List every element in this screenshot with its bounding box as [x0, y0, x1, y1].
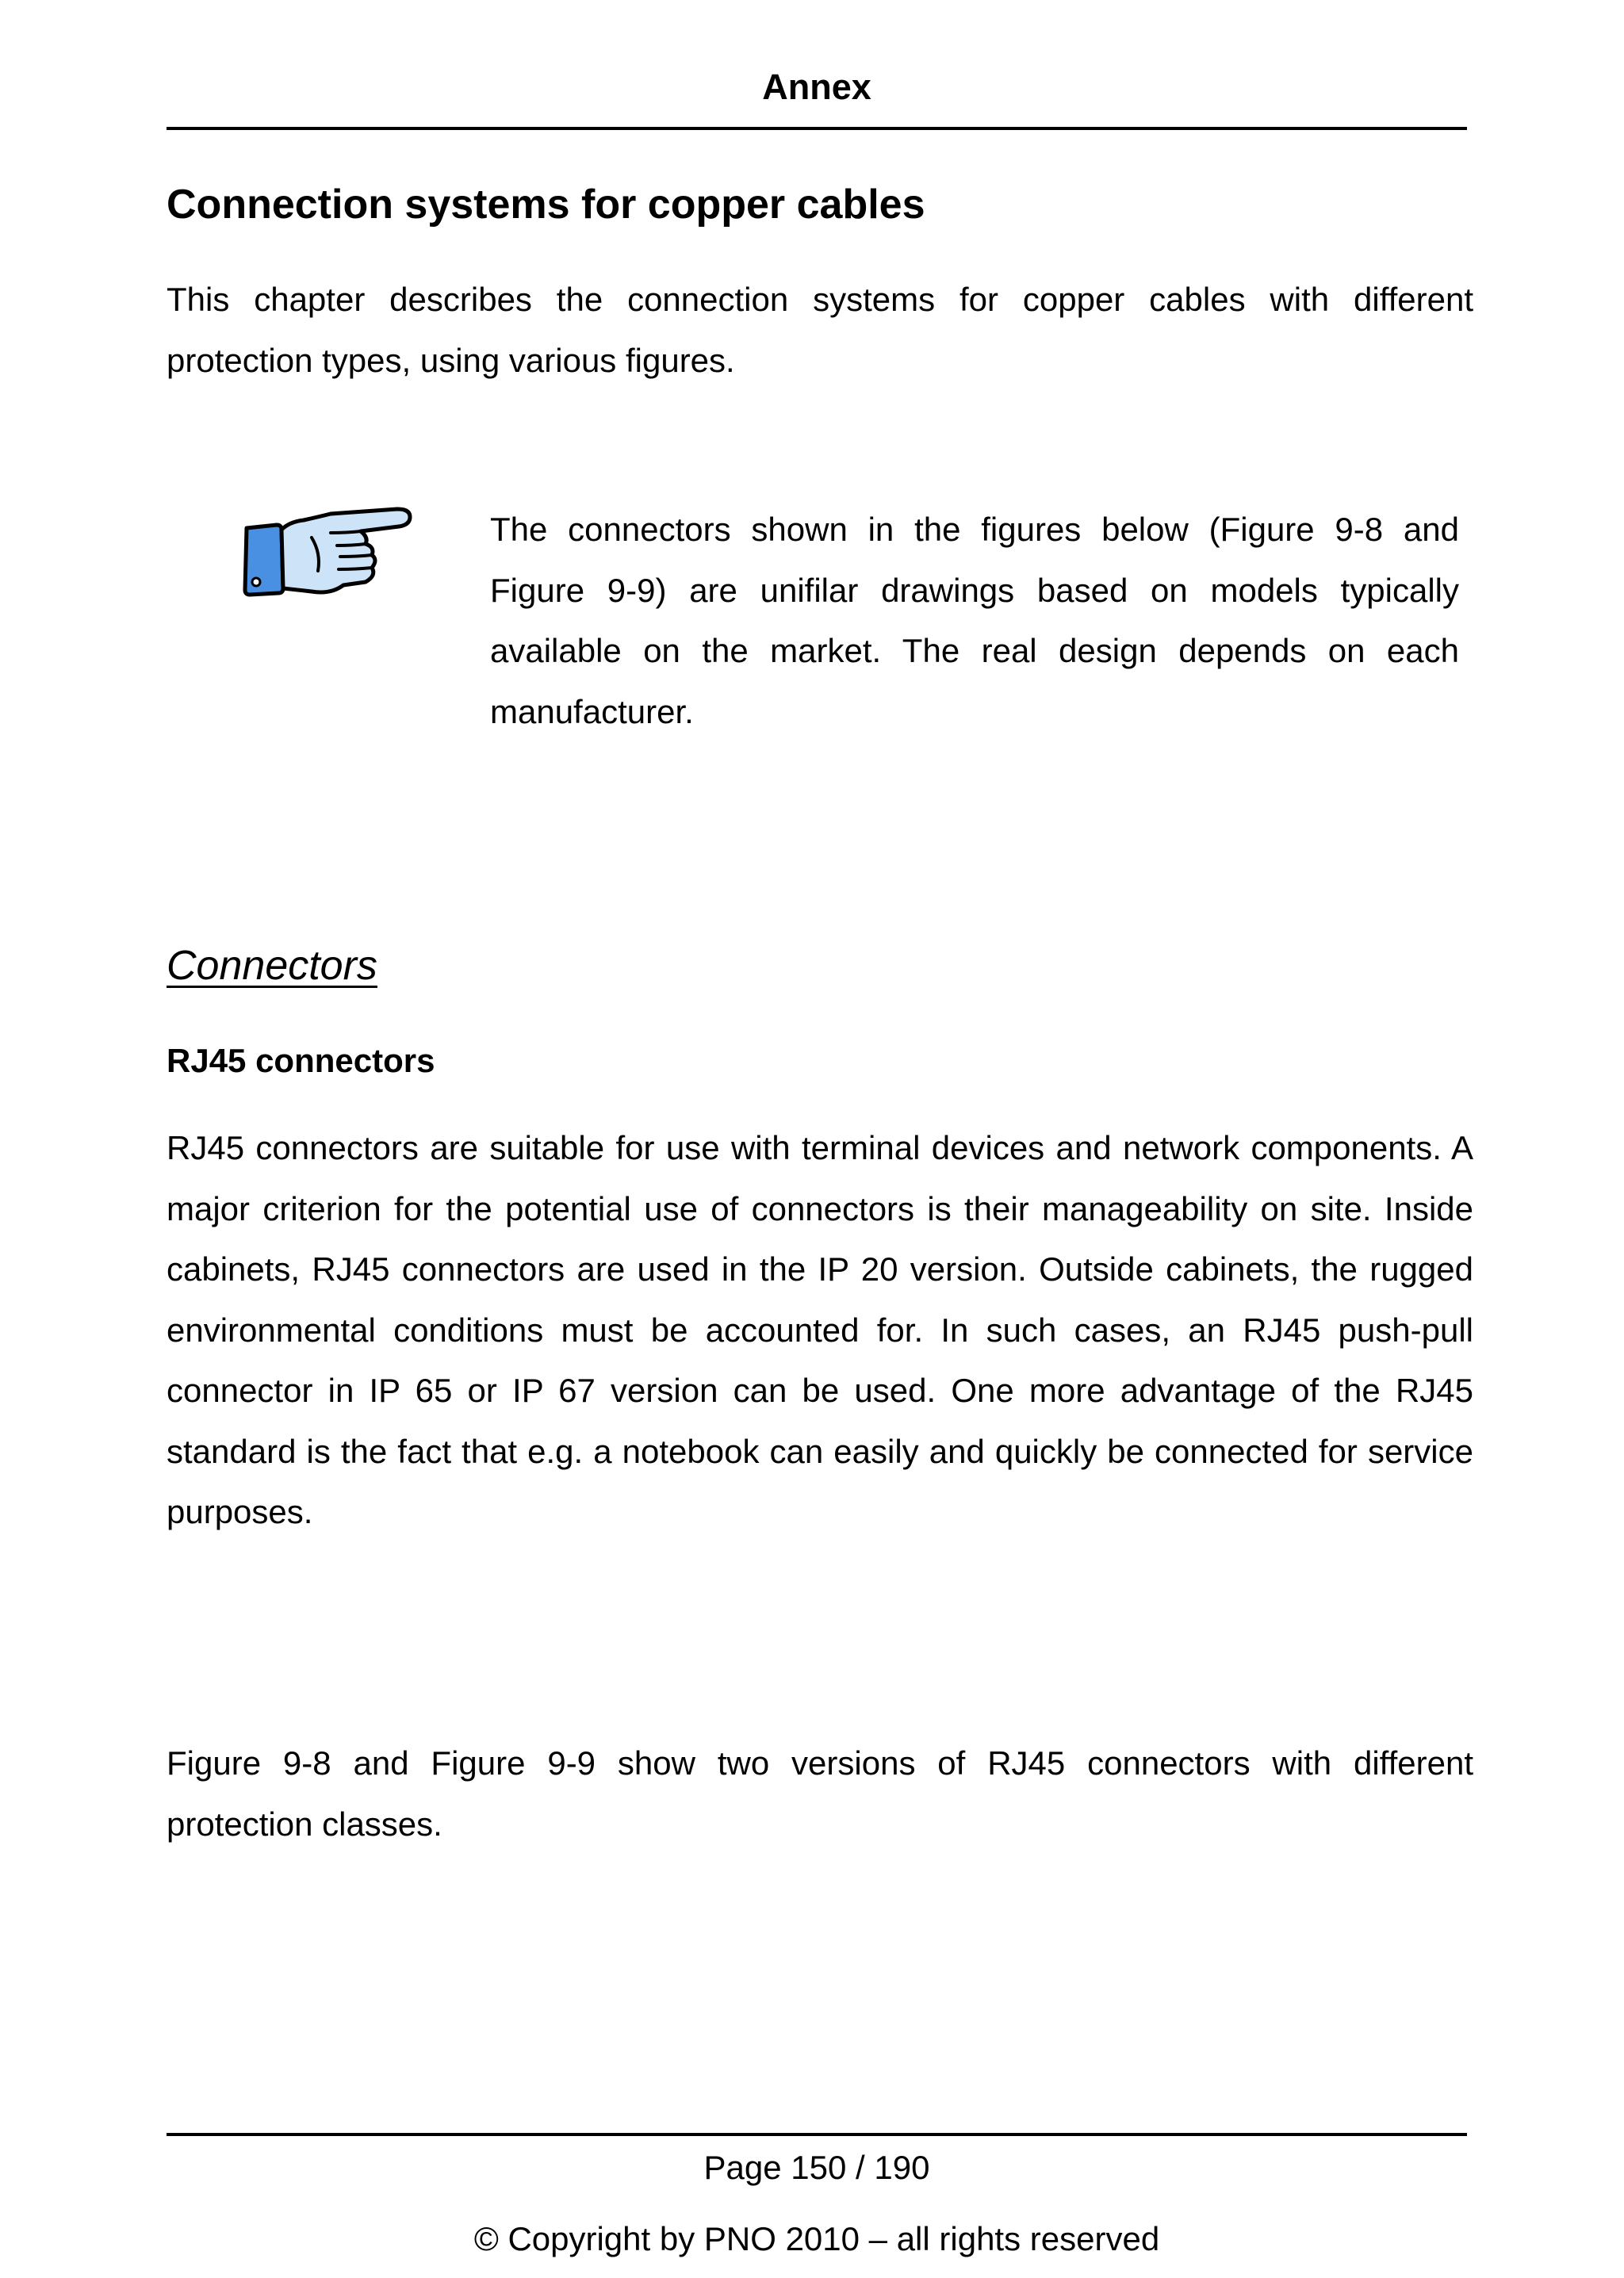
page-title: Connection systems for copper cables [167, 182, 925, 228]
intro-paragraph: This chapter describes the connection systems for copper cables with different protection types, using various figures. [167, 281, 1473, 379]
rj45-paragraph: RJ45 connectors are suitable for use with terminal devices and network components. A major criterion for the potential use of connectors is their manageability on site. Inside cabinets, RJ45 connectors are used in the IP 20 version. Outside cabinets, the rugged environmental conditions must be accounted for. In such cases, an RJ45 push-pull connector in IP 65 or IP 67 version can be used. One more advantage of the RJ45 standard is the fact that e.g. a notebook can easily and quickly be connected for service purposes. [167, 1129, 1473, 1530]
copyright-notice: © Copyright by PNO 2010 – all rights reserved [473, 2220, 1160, 2257]
pointing-hand-icon [242, 506, 412, 599]
section-title-connectors: Connectors [167, 943, 377, 989]
header-rule [167, 127, 1467, 130]
subsection-title-rj45: RJ45 connectors [167, 1042, 435, 1079]
running-header: Annex [762, 67, 871, 107]
page-number: Page 150 / 190 [703, 2149, 930, 2186]
figures-paragraph: Figure 9-8 and Figure 9-9 show two versions of RJ45 connectors with different protection classes. [167, 1744, 1473, 1843]
footer-rule [167, 2133, 1467, 2136]
note-paragraph: The connectors shown in the figures below (Figure 9-8 and Figure 9-9) are unifilar drawings based on models typically available on the market. The real design depends on each manufacturer. [490, 511, 1459, 730]
